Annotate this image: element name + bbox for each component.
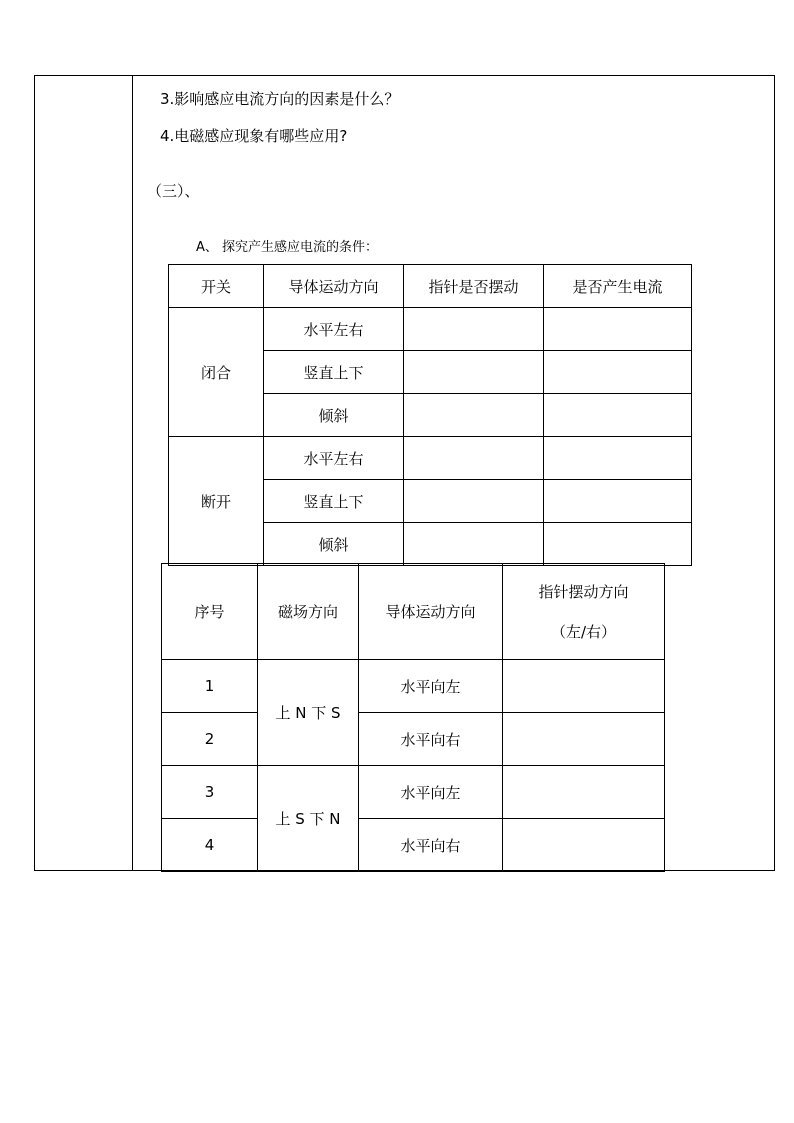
switch-closed-cell: 闭合 <box>169 308 264 437</box>
empty-answer-cell[interactable] <box>544 308 692 351</box>
field-cell: 上 S 下 N <box>258 766 359 872</box>
empty-answer-cell[interactable] <box>503 660 665 713</box>
motion-cell: 倾斜 <box>264 394 404 437</box>
motion-cell: 竖直上下 <box>264 480 404 523</box>
table-row <box>162 713 665 766</box>
table-row <box>162 660 665 713</box>
header-motion-direction: 导体运动方向 <box>359 564 503 660</box>
table-b-header-row <box>162 564 665 660</box>
header-motion: 导体运动方向 <box>264 265 404 308</box>
motion-cell: 水平左右 <box>264 308 404 351</box>
empty-answer-cell[interactable] <box>404 308 544 351</box>
motion-cell: 竖直上下 <box>264 351 404 394</box>
empty-answer-cell[interactable] <box>404 351 544 394</box>
empty-answer-cell[interactable] <box>503 713 665 766</box>
header-index: 序号 <box>162 564 258 660</box>
column-divider <box>132 75 133 871</box>
empty-answer-cell[interactable] <box>544 437 692 480</box>
header-deflection-direction <box>503 564 665 660</box>
current-direction-table <box>161 563 665 872</box>
header-switch: 开关 <box>169 265 264 308</box>
header-current-produced: 是否产生电流 <box>544 265 692 308</box>
index-cell: 4 <box>162 819 258 872</box>
empty-answer-cell[interactable] <box>544 480 692 523</box>
table-row <box>169 308 692 351</box>
empty-answer-cell[interactable] <box>404 523 544 566</box>
motion-cell: 水平向右 <box>359 819 503 872</box>
empty-answer-cell[interactable] <box>544 523 692 566</box>
table-a-caption: A、 探究产生感应电流的条件： <box>196 240 379 255</box>
induction-condition-table <box>168 264 692 566</box>
motion-cell: 水平左右 <box>264 437 404 480</box>
table-row <box>169 437 692 480</box>
index-cell: 3 <box>162 766 258 819</box>
header-deflection-line1: 指针摆动方向 <box>538 582 629 601</box>
empty-answer-cell[interactable] <box>544 394 692 437</box>
motion-cell: 水平向左 <box>359 766 503 819</box>
index-cell: 1 <box>162 660 258 713</box>
empty-answer-cell[interactable] <box>503 766 665 819</box>
empty-answer-cell[interactable] <box>404 480 544 523</box>
motion-cell: 水平向右 <box>359 713 503 766</box>
header-needle-swing: 指针是否摆动 <box>404 265 544 308</box>
table-row <box>162 766 665 819</box>
empty-answer-cell[interactable] <box>503 819 665 872</box>
header-field-direction: 磁场方向 <box>258 564 359 660</box>
empty-answer-cell[interactable] <box>544 351 692 394</box>
question-3: 3.影响感应电流方向的因素是什么？ <box>160 90 400 108</box>
question-4: 4.电磁感应现象有哪些应用? <box>160 127 348 145</box>
section-label: （三）、 <box>147 182 200 200</box>
table-a-header-row <box>169 265 692 308</box>
motion-cell: 倾斜 <box>264 523 404 566</box>
switch-open-cell: 断开 <box>169 437 264 566</box>
table-row <box>162 819 665 872</box>
empty-answer-cell[interactable] <box>404 394 544 437</box>
motion-cell: 水平向左 <box>359 660 503 713</box>
header-deflection-line2: （左/右） <box>550 622 617 641</box>
field-cell: 上 N 下 S <box>258 660 359 766</box>
index-cell: 2 <box>162 713 258 766</box>
empty-answer-cell[interactable] <box>404 437 544 480</box>
